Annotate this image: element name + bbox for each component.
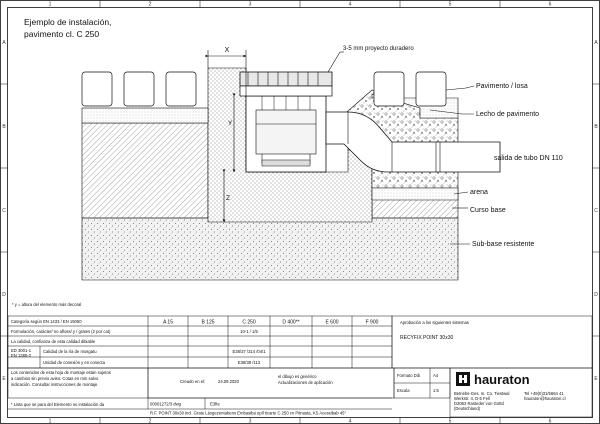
load-table-row3-a: ED 3001-1: [11, 348, 32, 353]
grate-frame: [240, 86, 332, 96]
load-table-row3-value: E38/37 /314 /04/1: [232, 349, 266, 354]
load-table-row3-b: EN 1385-2: [11, 353, 32, 358]
notes-block-l3: indicación. Consultar instrucciones de montaje.: [11, 382, 99, 387]
drawing-title-line2: pavimento cl. C 250: [24, 29, 100, 39]
company-address-l4: (Deutschland): [454, 406, 481, 411]
notes-block-l2: a cambios sin previo aviso. Cotas en mm salvo: [11, 376, 99, 381]
ruler-left-d: D: [2, 292, 6, 298]
label-arena: arena: [470, 189, 488, 196]
ruler-top-4: 4: [348, 1, 352, 8]
label-pavimento: Pavimento / losa: [476, 83, 528, 90]
label-curso: Curso base: [470, 207, 506, 214]
ruler-top-1: 1: [48, 1, 52, 8]
scale-value: 1:5: [433, 388, 439, 393]
label-salida: salida de tubo DN 110: [494, 155, 563, 162]
load-table-row2-label: La calidad, confianza de esta calidad dibiable: [11, 339, 96, 344]
drawing-number: 00001272/3 dwg: [150, 401, 181, 407]
dimension-z-label: Z: [226, 195, 230, 202]
load-table-row3-label: Calidad de la ría de mosgatu: [43, 349, 97, 354]
ruler-top-2: 2: [148, 1, 152, 8]
ruler-left-c: C: [2, 208, 6, 214]
format-label: Formato Dib: [397, 373, 421, 378]
logo-text: hauraton: [474, 372, 530, 387]
load-class-e600: E 600: [325, 319, 339, 326]
format-value: A4: [433, 373, 439, 378]
label-subbase: Sub-base resistente: [472, 241, 535, 248]
cross-section: [82, 68, 500, 280]
ruler-right-c: C: [594, 208, 598, 214]
ruler-right-d: D: [594, 292, 598, 298]
ruler-right-e: E: [594, 376, 598, 382]
drawing-description: R.F. POINT 30x30 incl. Grate Láxgezentabens Embasiba epíl ticarte C 250 cn Pitnasta, KS Acessibab 45°: [150, 410, 347, 416]
drawing-title-line1: Ejemplo de instalación,: [24, 17, 112, 27]
dimension-x-label: X: [224, 47, 230, 54]
approval-product: RECYFIX POINT 30x30: [400, 335, 454, 341]
load-table-row1-value: 10-1 / 1/5: [240, 329, 258, 334]
load-table-row4-value: E38/38 /113: [237, 360, 261, 365]
approval-heading: Aprobación a los siguientes sistemas: [400, 320, 469, 325]
paving-bed-left: [82, 108, 208, 123]
company-address-l3: D3063 Rasteder von Gottd: [454, 401, 504, 406]
ruler-left-e: E: [2, 376, 6, 382]
ruler-bottom-1: 1: [48, 418, 52, 424]
ruler-bottom-4: 4: [348, 418, 352, 424]
company-email: hauraton@hauraton.cl: [524, 396, 566, 401]
ruler-bottom-5: 5: [448, 418, 452, 424]
load-table-header: Categoría según EN 1433 / EN 15050: [11, 319, 82, 324]
ruler-top-6: 6: [548, 1, 552, 8]
load-class-b125: B 125: [201, 319, 215, 326]
load-class-a15: A 15: [162, 319, 174, 326]
notes-block-l1: Los contenidos de esta hoja de montaje están sujetos: [11, 370, 111, 375]
company-phone: Tel +49(0)31/5664 41: [524, 391, 564, 396]
general-note-l2: Actualizaciones de aplicación: [278, 380, 333, 385]
load-class-d400: D 400**: [282, 319, 300, 326]
scale-label: Escala: [397, 388, 410, 393]
drawing-status: E3fte: [210, 401, 220, 407]
created-date: 24.09.2020: [218, 379, 239, 384]
created-label: Creado en el:: [180, 379, 206, 384]
footnote: * y = altura del elemento más decoral: [12, 302, 82, 307]
ruler-bottom-6: 6: [548, 418, 552, 424]
hauraton-logo: [456, 372, 530, 387]
ruler-top-5: 5: [448, 1, 452, 8]
paving-blocks-left: [82, 72, 196, 106]
dimension-y-label: Y: [227, 120, 233, 127]
ruler-right-a: A: [594, 40, 598, 46]
load-table-row4-label: Unidad de conexión y en conecta: [43, 360, 105, 365]
sand-strip-right: [372, 188, 458, 200]
ruler-bottom-3: 3: [248, 418, 252, 424]
load-class-f900: F 900: [365, 319, 379, 326]
ruler-right-b: B: [594, 124, 598, 130]
side-notes: * Lista que se para del Elemento no instalación da: [11, 402, 105, 407]
ruler-left-b: B: [2, 124, 6, 130]
ruler-left-a: A: [2, 40, 6, 46]
company-address-l2: Werkstr. 4, D-5 Fell: [454, 396, 490, 401]
label-lecho: Lecho de pavimento: [476, 111, 540, 118]
subbase-layer: [82, 218, 458, 280]
label-proyecto: 3-5 mm proyecto duradero: [343, 46, 414, 52]
load-table-row1-label: Formulación, carácter/ no afloss/ y / grates (2 por cat): [11, 329, 111, 334]
company-address-l1: Betriebs-Ges. m. Co. Tiestwal: [454, 391, 510, 396]
load-class-c250: C 250: [242, 319, 256, 326]
ruler-bottom-2: 2: [148, 418, 152, 424]
silt-bucket: [256, 110, 316, 154]
base-course-left: [82, 123, 208, 218]
general-note-l1: el dibujo es genérico: [278, 374, 317, 379]
ruler-top-3: 3: [248, 1, 252, 8]
